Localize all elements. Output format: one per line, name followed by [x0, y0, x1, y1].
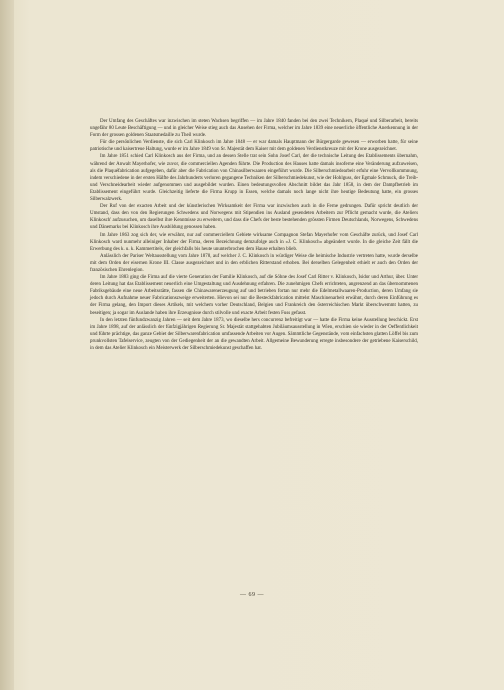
paragraph: Für die persönlichen Verdienste, die sich Carl Klinkosch im Jahre 1848 — er war damals Hauptmann der Bürgergarde gewesen — erworben hatte, für seine patriotische und kaisertreue Haltung, wurde er im Jahre 1849 von Sr. Majestät dem Kaiser mit dem goldenen Verdienstkreuze mit der Krone ausgezeichnet.	[90, 140, 418, 153]
paragraph: Im Jahre 1883 ging die Firma auf die vierte Generation der Familie Klinkosch, auf die Söhne des Josef Carl Ritter v. Klinkosch, Isidor und Arthur, über. Unter deren Leitung hat das Etablissement neuerlich eine Umgestaltung und Ausdehnung erfahren. Die zunehmigen Chefs errichteten, angrenzend an das übernommenen Fabriksgebäude eine neue Arbeitsstätte, fassen die Chinawarenerzeugung auf und betrieben fortan nur mehr die Edelmetallwaaren-Production, deren Umfang sie jedoch durch Aufnahme neuer Fabricationszweige erweiterten. Hievon sei nur die Besteckfabrication mittelst Maschinenarbeit erwähnt, durch deren Einführung es der Firma gelang, den Import dieses Artikels, mit welchem vorher Deutschland, Belgien und Frankreich den österreichischen Markt überschwemmt hatten, zu beseitigen; ja sogar im Auslande haben ihre Erzeugnisse durch stilvolle und exacte Arbeit festen Fuss gefasst.	[90, 275, 418, 316]
paragraph: In den letzten fünfundzwanzig Jahren — seit dem Jahre 1873, wo dieselbe hers concurrenz befreitigt war — hatte die Firma keine Ausstellung beschickt. Erst im Jahre 1898, auf der anlässlich der fünfzigjährigen Regierung Sr. Majestät stattgehabten Jubiläumsausstellung in Wien, erschien sie wieder in der Oeffentlichkeit und führte prächtige, das ganze Gebiet der Silberwarenfabrication umfassende Arbeiten vor Augen. Sämmtliche Gegenstände, vom einfachsten glatten Löffel bis zum prunkvollsten Tafelservice, zeugten von der Gediegenheit der an die gewandten Arbeit. Allgemeine Bewunderung erregte insbesondere der getriebene Kaiserschild, in dem das Atelier Klinkosch ein Meisterwerk der Silberschmiedekunst geschaffen hat.	[90, 317, 418, 351]
paragraph: Im Jahre 1851 schied Carl Klinkosch aus der Firma, und an dessen Stelle trat sein Sohn Josef Carl, der die technische Leitung des Etablissements übernahm, während der Anwalt Mayerhofer, wie zuvor, die commerciellen Agenden führte. Die Production des Hauses hatte damals insoferne eine Veränderung aufzuweisen, als die Plaquéfabrication aufgegeben, dafür aber die Fabrication von Chinasilberwaaren eingeführt wurde. Die Silberschmiedearbeit erfuhr eine Vervollkommnung, indem verschiedene in der ersten Hälfte des Jahrhunderts verloren gegangene Techniken der Silberschmiedekunst, wie der Hohlguss, der Egmale Schmuck, die Treib- und Verschneidearbeit wieder aufgenommen und ausgebildet wurden. Einen bedeutungsvollen Abschnitt bildet das Jahr 1858, in dem der Dampfbetrieb im Etablissement eingeführt wurde. Gleichzeitig lieferte die Firma Krupp in Essen, welche damals noch lange nicht ihre heutige Bedeutung hatte, ein grosses Silberwalzwerk.	[90, 154, 418, 203]
paragraph: Im Jahre 1863 zog sich der, wie erwähnt, nur auf commerciellem Gebiete wirksame Compagnon Stefan Mayerhofer vom Geschäfte zurück, und Josef Carl Klinkosch ward nunmehr alleiniger Inhaber der Firma, deren Bezeichnung demzufolge auch in »J. C. Klinkosch« abgeändert wurde. In die gleiche Zeit fällt die Erwerbung des k. u. k. Kammertitels, der gleichfalls bis heute ununterbrochen dem Hause erhalten blieb.	[90, 232, 418, 252]
paragraph: Der Ruf von der exacten Arbeit und der künstlerischen Wirksamkeit der Firma war inzwischen auch in die Ferne gedrungen. Dafür spricht deutlich der Umstand, dass den von den Regierungen Schwedens und Norwegens mit Stipendien ins Ausland gesendeten Arbeitern zur Pflicht gemacht wurde, die Ateliers Klinkosch' aufzusuchen, um daselbst ihre Kenntnisse zu erweitern, und dass die Chefs der beste bestehenden grössten Firmen Deutschlands, Norwegens, Schwedens und Dänemarks bei Klinkosch ihre Ausbildung genossen haben.	[90, 204, 418, 231]
page-gutter	[0, 0, 14, 690]
paragraph: Der Umfang des Geschäftes war inzwischen im steten Wachsen begriffen — im Jahre 1840 fanden bei den zwei Technikern, Plaqué und Silberarbeit, bereits ungefähr 80 Leute Beschäftigung — und in gleicher Weise stieg auch das Ansehen der Firma, welcher im Jahre 1839 eine neuerliche öffentliche Anerkennung in der Form der grossen goldenen Staatsmedaille zu Theil wurde.	[90, 119, 418, 139]
body-text	[90, 118, 418, 352]
page-number: — 69 —	[240, 592, 264, 598]
paragraph: Anlässlich der Pariser Weltausstellung vom Jahre 1878, auf welcher J. C. Klinkosch in würdiger Weise die heimische Industrie vertreten hatte, wurde derselbe mit dem Orden der eisernen Krone III. Classe ausgezeichnet und in den erblichen Ritterstand erhoben. Bei derselben Gelegenheit erhielt er auch den Orden der französischen Ehrenlegion.	[90, 253, 418, 273]
